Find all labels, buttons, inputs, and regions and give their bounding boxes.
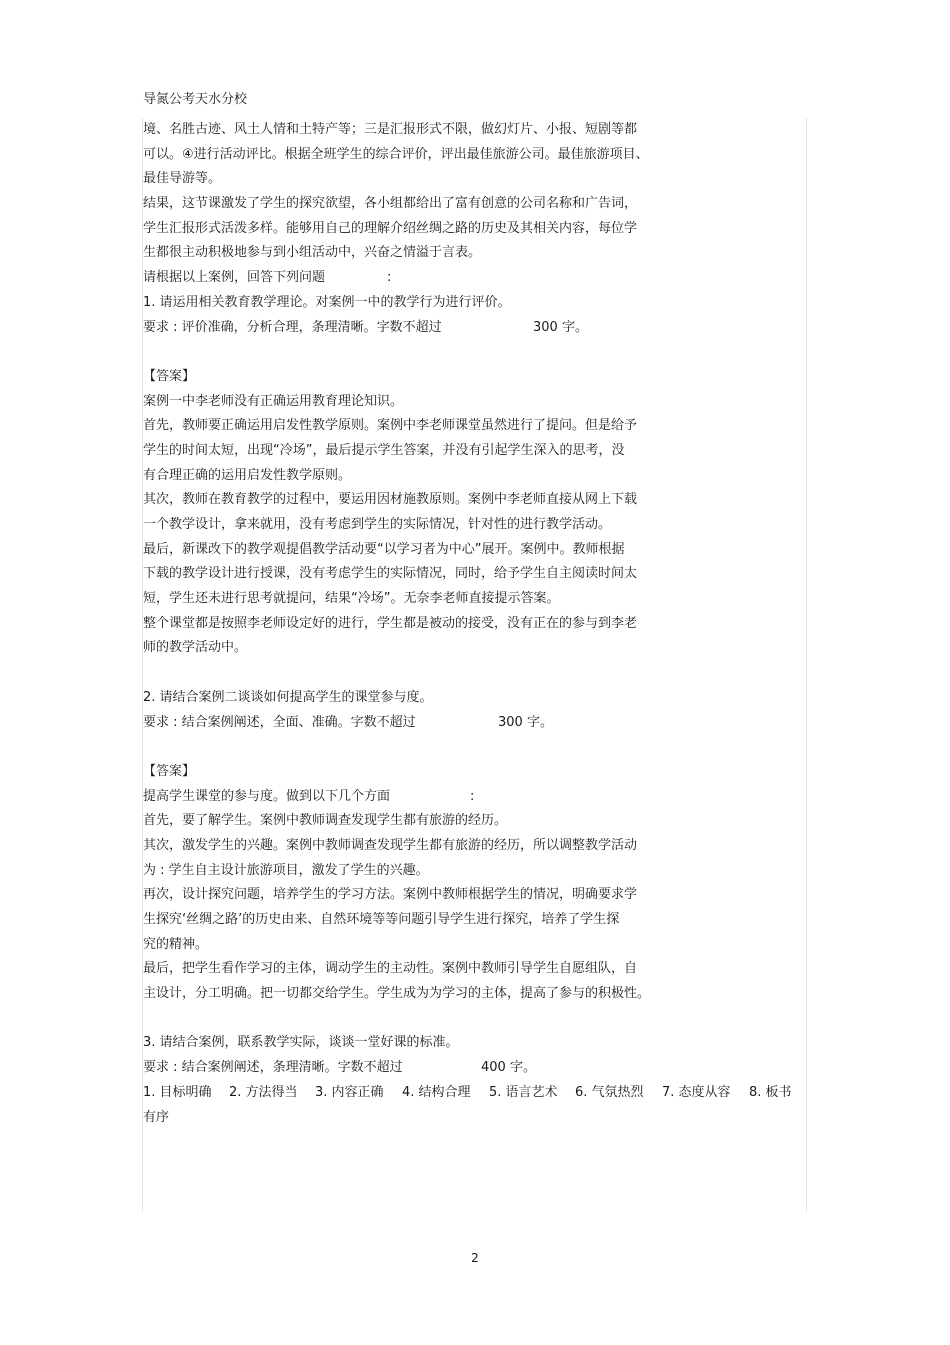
standard-item: 4. 结构合理 [402, 1084, 471, 1100]
answer-label: 【答案】 [143, 368, 196, 384]
standards-tail: 有序 [143, 1109, 170, 1125]
answer-line: 首先，要了解学生。案例中教师调查发现学生都有旅游的经历。 [143, 813, 508, 829]
answer-line: 短，学生还未进行思考就提问，结果“冷场”。无奈李老师直接提示答案。 [143, 591, 560, 607]
answer-line: 首先，教师要正确运用启发性教学原则。案例中李老师课堂虽然进行了提问。但是给予 [143, 418, 638, 434]
spacer [143, 1007, 805, 1032]
standard-item: 1. 目标明确 [143, 1084, 212, 1100]
intro-line: 境、名胜古迹、风土人情和土特产等；三是汇报形式不限，做幻灯片、小报、短剧等都 [143, 122, 638, 137]
standard-item: 6. 气氛热烈 [575, 1084, 644, 1100]
standard-item: 8. 板书 [749, 1084, 792, 1100]
answer-line: 案例一中李老师没有正确运用教育理论知识。 [143, 393, 404, 409]
intro-line: 可以。④进行活动评比。根据全班学生的综合评价，评出最佳旅游公司。最佳旅游项目、 [143, 146, 649, 162]
page-number: 2 [471, 1251, 479, 1265]
standard-item: 3. 内容正确 [315, 1084, 384, 1100]
intro-line: 结果，这节课激发了学生的探究欲望，各小组都给出了富有创意的公司名称和广告词， [143, 196, 638, 212]
intro-line: 生都很主动积极地参与到小组活动中，兴奋之情溢于言表。 [143, 245, 482, 261]
intro-line: 最佳导游等。 [143, 171, 222, 187]
spacer [143, 661, 805, 686]
question-1: 1. 请运用相关教育教学理论。对案例一中的教学行为进行评价。 [143, 294, 511, 310]
spacer [143, 735, 805, 760]
answer-line: 最后，新课改下的教学观提倡教学活动要“以学习者为中心”展开。案例中。教师根据 [143, 541, 625, 557]
page-header: 导氮公考天水分校 [143, 92, 248, 107]
requirement-text: 要求 : 结合案例阐述，条理清晰。字数不超过 [143, 1060, 403, 1076]
prompt-line [143, 266, 805, 291]
answer-line: 师的教学活动中。 [143, 640, 248, 656]
standard-item: 2. 方法得当 [229, 1084, 298, 1100]
answer-line: 再次，设计探究问题，培养学生的学习方法。案例中教师根据学生的情况，明确要求学 [143, 887, 638, 903]
spacer [143, 340, 805, 365]
requirement-text: 要求 : 评价准确，分析合理，条理清晰。字数不超过 [143, 319, 442, 335]
answer-line: 整个课堂都是按照李老师设定好的进行，学生都是被动的接受，没有正在的参与到李老 [143, 615, 638, 631]
answer-intro-colon: : [470, 788, 475, 804]
question-3: 3. 请结合案例，联系教学实际，谈谈一堂好课的标准。 [143, 1035, 459, 1051]
answer-intro: 提高学生课堂的参与度。做到以下几个方面 [143, 788, 391, 804]
standard-item: 5. 语言艺术 [489, 1084, 558, 1100]
answer-label: 【答案】 [143, 763, 196, 779]
answer-line: 下载的教学设计进行授课，没有考虑学生的实际情况，同时，给予学生自主阅读时间太 [143, 566, 638, 582]
answer-line: 究的精神。 [143, 936, 209, 952]
question-2: 2. 请结合案例二谈谈如何提高学生的课堂参与度。 [143, 689, 433, 705]
answer-line: 其次，激发学生的兴趣。案例中教师调查发现学生都有旅游的经历，所以调整教学活动 [143, 837, 638, 853]
answer-line: 为 : 学生自主设计旅游项目，激发了学生的兴趣。 [143, 862, 429, 878]
word-limit: 400 字。 [481, 1060, 536, 1076]
answer-line: 主设计，分工明确。把一切都交给学生。学生成为为学习的主体，提高了参与的积极性。 [143, 986, 651, 1002]
prompt-text: 请根据以上案例，回答下列问题 [143, 270, 326, 286]
answer-line: 有合理正确的运用启发性教学原则。 [143, 467, 352, 483]
requirement-text: 要求 : 结合案例阐述，全面、准确。字数不超过 [143, 714, 416, 730]
frame-right-border [806, 118, 807, 1212]
document-body [143, 118, 805, 1130]
standards-line [143, 1081, 805, 1106]
question-3-requirement [143, 1056, 805, 1081]
answer-intro-line [143, 785, 805, 810]
answer-line: 一个教学设计，拿来就用，没有考虑到学生的实际情况，针对性的进行教学活动。 [143, 517, 612, 532]
answer-line: 生探究‘丝绸之路’的历史由来、自然环境等等问题引导学生进行探究，培养了学生探 [143, 912, 620, 927]
question-1-requirement [143, 316, 805, 341]
answer-line: 其次，教师在教育教学的过程中，要运用因材施教原则。案例中李老师直接从网上下载 [143, 492, 638, 508]
answer-line: 最后，把学生看作学习的主体，调动学生的主动性。案例中教师引导学生自愿组队，自 [143, 961, 638, 977]
word-limit: 300 字。 [498, 714, 553, 730]
question-2-requirement [143, 711, 805, 736]
intro-line: 学生汇报形式活泼多样。能够用自己的理解介绍丝绸之路的历史及其相关内容，每位学 [143, 220, 638, 236]
prompt-colon: : [387, 270, 392, 286]
word-limit: 300 字。 [533, 319, 588, 335]
answer-line: 学生的时间太短，出现“冷场”，最后提示学生答案，并没有引起学生深入的思考，没 [143, 442, 625, 458]
standard-item: 7. 态度从容 [662, 1084, 731, 1100]
